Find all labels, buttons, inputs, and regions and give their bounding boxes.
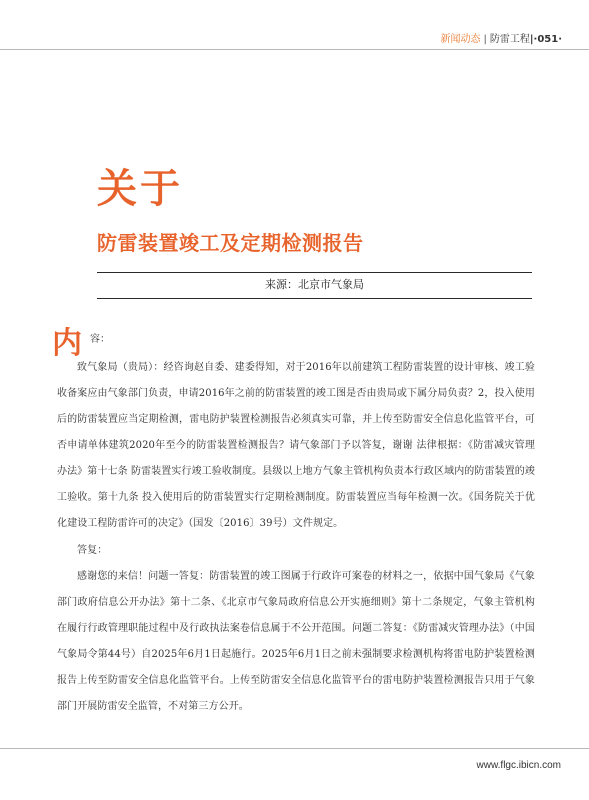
page-number: |·051· [529, 34, 562, 45]
section-label: 新闻动态 [440, 34, 481, 45]
drop-cap: 内 [52, 326, 82, 361]
title-prefix: 关于 [97, 166, 183, 212]
column-label: 防雷工程 [489, 34, 530, 45]
running-header [441, 33, 563, 46]
source-rule-top [97, 272, 532, 273]
question-paragraph: 致气象局（贵局）：经咨询赵自委、建委得知，对于2016年以前建筑工程防雷装置的设计审核、竣工验收备案应由气象部门负责，申请2016年之前的防雷装置的竣工图是否由贵局或下属分局负责？2，投入使用后的防雷装置应当定期检测，雷电防护装置检测报告必须真实可靠，并上传至防雷安全信息化监管平台，可否申请单体建筑2020年至今的防雷装置检测报告？请气象部门予以答复，谢谢 法律根据：《防雷减灾管理办法》第十七条 防雷装置实行竣工验收制度。县级以上地方气象主管机构负责本行政区域内的防雷装置的竣工验收。第十九条 投入使用后的防雷装置实行定期检测制度。防雷装置应当每年检测一次。《国务院关于优化建设工程防雷许可的决定》（国发〔2016〕39号）文件规定。 [57, 362, 535, 529]
article-source: 来源：北京市气象局 [265, 278, 364, 291]
answer-paragraph: 感谢您的来信！问题一答复：防雷装置的竣工图属于行政许可案卷的材料之一，依据中国气象局《气象部门政府信息公开办法》第十二条、《北京市气象局政府信息公开实施细则》第十二条规定，气象主管机构在履行行政管理职能过程中及行政执法案卷信息属于不公开范围。问题二答复：《防雷减灾管理办法》（中国气象局令第44号）自2025年6月1日起施行。2025年6月1日之前未强制要求检测机构将雷电防护装置检测报告上传至防雷安全信息化监管平台。上传至防雷安全信息化监管平台的雷电防护装置检测报告只用于气象部门开展防雷安全监管，不对第三方公开。 [57, 571, 535, 712]
content-label: 容： [90, 334, 110, 345]
footer-website: www.flgc.ibicn.com [476, 760, 561, 771]
header-divider: | [483, 34, 487, 45]
footer-rule [0, 748, 589, 749]
reply-label: 答复： [77, 545, 108, 556]
header-rule [0, 49, 589, 50]
page-title: 防雷装置竣工及定期检测报告 [97, 231, 364, 255]
source-rule-bottom [97, 298, 532, 299]
